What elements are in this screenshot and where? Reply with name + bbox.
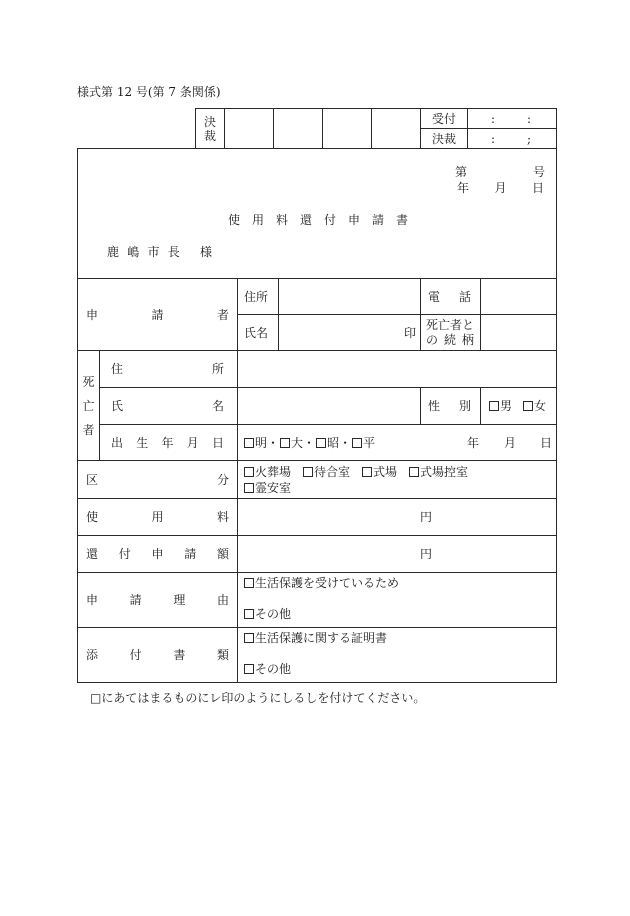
deceased-label-cell	[77, 350, 100, 461]
checkbox[interactable]	[362, 467, 372, 477]
applicant-address-field[interactable]	[278, 278, 421, 315]
era-separator: ・	[339, 435, 352, 450]
deceased-address-label: 住 所	[111, 362, 224, 376]
checkbox[interactable]	[244, 467, 254, 477]
checkbox[interactable]	[409, 467, 419, 477]
relation-label-line2: の 続 柄	[426, 333, 474, 347]
attachment-option-label: 生活保護に関する証明書	[255, 631, 388, 645]
refund-amount-field[interactable]	[237, 535, 557, 573]
reception-time: : :	[491, 111, 531, 126]
decision-time-cell	[467, 128, 557, 149]
applicant-address-label-cell	[237, 278, 279, 315]
approval-label: 決裁	[204, 114, 217, 143]
birth-date-field[interactable]	[237, 424, 557, 461]
form-number: 様式第 12 号(第 7 条関係)	[77, 85, 221, 99]
checkbox[interactable]	[352, 438, 362, 448]
applicant-name-field[interactable]	[278, 314, 421, 351]
gender-option-male[interactable]	[488, 399, 512, 413]
category-option-ceremony-waiting-room[interactable]	[408, 465, 468, 479]
application-number-line: 第 号	[455, 165, 545, 179]
era-separator: ・	[303, 435, 316, 450]
deceased-address-label-cell	[99, 350, 238, 388]
era-option-label: 平	[363, 435, 376, 450]
attachments-label-cell	[77, 627, 238, 683]
attachment-option-welfare-certificate[interactable]	[243, 631, 387, 645]
deceased-name-field[interactable]	[237, 387, 421, 425]
era-option-label: 明	[255, 435, 268, 450]
attachments-label: 添 付 書 類	[86, 648, 229, 662]
applicant-label-cell	[77, 278, 238, 351]
deceased-address-field[interactable]	[237, 350, 557, 388]
gender-label-cell	[420, 387, 481, 425]
era-option-showa[interactable]	[315, 436, 339, 450]
decision-time: : ;	[491, 131, 531, 146]
reason-option-label: その他	[255, 607, 292, 621]
approval-stamp-box	[273, 108, 323, 149]
reason-options	[237, 572, 557, 628]
usage-fee-label: 使 用 料	[86, 510, 229, 524]
birth-year-label: 年	[467, 435, 480, 450]
usage-fee-field[interactable]	[237, 498, 557, 536]
applicant-phone-field[interactable]	[480, 278, 557, 315]
decision-label-cell	[420, 128, 468, 149]
category-options-row	[243, 480, 291, 496]
deceased-label: 死亡者	[82, 374, 95, 437]
category-option-crematorium[interactable]	[243, 465, 291, 479]
checkbox[interactable]	[316, 438, 326, 448]
birth-date-label: 出 生 年 月 日	[111, 435, 224, 450]
approval-stamp-box	[224, 108, 274, 149]
category-option-label: 霊安室	[255, 481, 292, 495]
usage-fee-unit: 円	[420, 510, 433, 524]
gender-options	[480, 387, 557, 425]
reason-label: 申 請 理 由	[86, 593, 229, 607]
category-option-label: 待合室	[314, 465, 351, 479]
reception-label: 受付	[431, 111, 456, 126]
applicant-phone-label-cell	[420, 278, 481, 315]
approval-stamp-box	[371, 108, 421, 149]
refund-amount-unit: 円	[420, 547, 433, 561]
checkbox[interactable]	[244, 664, 254, 674]
form-title: 使 用 料 還 付 申 請 書	[228, 213, 408, 227]
applicant-name-label: 氏名	[244, 325, 269, 340]
decision-label: 決裁	[431, 131, 456, 146]
category-label-cell	[77, 460, 238, 499]
checkbox[interactable]	[280, 438, 290, 448]
era-option-label: 大	[291, 435, 304, 450]
reception-time-cell	[467, 108, 557, 129]
category-option-label: 式場	[373, 465, 398, 479]
category-option-label: 火葬場	[255, 465, 292, 479]
addressee: 鹿嶋市長 様	[107, 245, 212, 259]
approval-label-cell	[195, 108, 225, 149]
application-date-line: 年 月 日	[457, 181, 544, 195]
reason-option-label: 生活保護を受けているため	[255, 576, 400, 590]
checkbox[interactable]	[244, 633, 254, 643]
gender-option-label: 女	[534, 399, 547, 413]
relation-field[interactable]	[480, 314, 557, 351]
reception-label-cell	[420, 108, 468, 129]
era-option-taisho[interactable]	[279, 436, 303, 450]
era-separator: ・	[267, 435, 280, 450]
approval-stamp-box	[322, 108, 372, 149]
deceased-name-label-cell	[99, 387, 238, 425]
category-options-row	[243, 464, 468, 480]
birth-month-label: 月	[504, 435, 517, 450]
gender-option-female[interactable]	[522, 399, 546, 413]
checkbox[interactable]	[523, 401, 533, 411]
category-option-label: 式場控室	[420, 465, 469, 479]
usage-fee-label-cell	[77, 498, 238, 536]
applicant-label: 申 請 者	[86, 307, 229, 322]
attachment-option-label: その他	[255, 662, 292, 676]
refund-amount-label-cell	[77, 535, 238, 573]
applicant-name-label-cell	[237, 314, 279, 351]
applicant-phone-label: 電 話	[428, 289, 471, 304]
category-option-ceremony-hall[interactable]	[361, 465, 397, 479]
era-option-label: 昭	[327, 435, 340, 450]
checkbox[interactable]	[244, 609, 254, 619]
attachment-option-other[interactable]	[243, 662, 291, 676]
relation-label-line1: 死亡者と	[426, 318, 475, 332]
era-options	[243, 436, 375, 450]
applicant-address-label: 住所	[244, 289, 269, 304]
birth-day-label: 日	[540, 435, 553, 450]
checkbox[interactable]	[244, 483, 254, 493]
refund-amount-label: 還 付 申 請 額	[86, 547, 229, 561]
gender-option-label: 男	[500, 399, 513, 413]
checkbox[interactable]	[303, 467, 313, 477]
reason-label-cell	[77, 572, 238, 628]
seal-mark: 印	[403, 325, 416, 340]
checkbox[interactable]	[244, 578, 254, 588]
relation-label-cell	[420, 314, 481, 351]
category-options	[237, 460, 557, 499]
category-option-waiting-room[interactable]	[302, 465, 350, 479]
reason-option-welfare[interactable]	[243, 576, 399, 590]
category-option-mortuary[interactable]	[243, 481, 291, 495]
form-header	[77, 148, 557, 279]
attachments-options	[237, 627, 557, 683]
category-label: 区 分	[86, 472, 229, 487]
gender-label: 性 別	[428, 399, 471, 413]
reason-option-other[interactable]	[243, 607, 291, 621]
era-option-heisei[interactable]	[351, 436, 375, 450]
era-option-meiji[interactable]	[243, 436, 267, 450]
deceased-name-label: 氏 名	[111, 399, 224, 413]
checkbox[interactable]	[244, 438, 254, 448]
checkbox[interactable]	[489, 401, 499, 411]
birth-date-label-cell	[99, 424, 238, 461]
footnote: □にあてはまるものにレ印のようにしるしを付けてください。	[90, 691, 426, 705]
